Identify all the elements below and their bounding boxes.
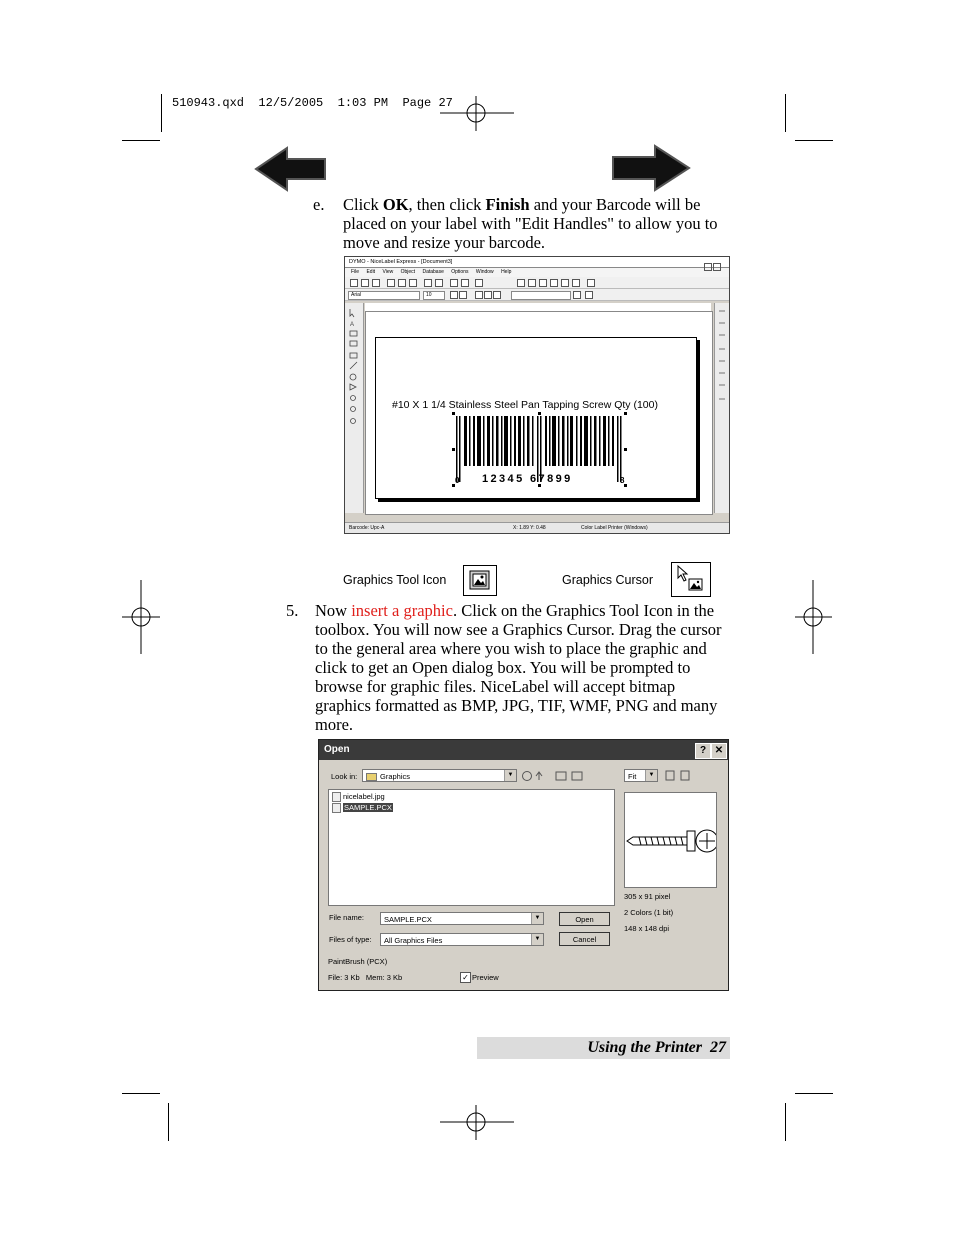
close-icon[interactable]: ✕ <box>711 743 727 759</box>
barcode-3-icon[interactable] <box>539 279 547 287</box>
graphics-tool-icon-label: Graphics Tool Icon <box>343 573 447 587</box>
new-icon[interactable] <box>350 279 358 287</box>
preview-checkbox[interactable]: ✓ <box>460 972 471 983</box>
graphics-tool-small-icon <box>350 341 357 346</box>
barcode-icon[interactable] <box>517 279 525 287</box>
copy-icon[interactable] <box>398 279 406 287</box>
ellipse-tool-icon <box>350 374 356 380</box>
screw-preview-image <box>625 793 716 887</box>
file-name-label: File name: <box>329 913 365 922</box>
file-list[interactable] <box>328 789 615 906</box>
step-e-text: Click OK, then click Finish and your Barcode will be placed on your label with "Edit Handles" to allow you to move and resize your barcode. <box>343 195 718 252</box>
dialog-title: Open <box>319 740 728 760</box>
look-in-select[interactable]: Graphics ▼ <box>362 769 517 782</box>
cut-icon[interactable] <box>387 279 395 287</box>
menu-view[interactable]: View <box>382 269 394 275</box>
window-controls[interactable] <box>703 258 727 266</box>
barcode-tool-icon <box>350 331 357 336</box>
align-left-icon[interactable] <box>475 291 483 299</box>
graphics-tool-icon[interactable] <box>463 565 497 596</box>
preview-dpi: 148 x 148 dpi <box>624 924 670 933</box>
graphics-cursor-label: Graphics Cursor <box>562 573 653 587</box>
rectangle-tool-icon <box>350 353 357 358</box>
align-center-icon[interactable] <box>484 291 492 299</box>
font-name-select[interactable]: Arial <box>348 291 420 300</box>
slug-line: 510943.qxd 12/5/2005 1:03 PM Page 27 <box>172 96 453 110</box>
barcode-right-digit: 8 <box>620 476 625 485</box>
undo-icon[interactable] <box>424 279 432 287</box>
font-size-select[interactable]: 10 <box>423 291 445 300</box>
fill-tool-icon <box>350 384 356 390</box>
redo-icon[interactable] <box>435 279 443 287</box>
footer-band <box>477 1037 730 1059</box>
file-type-label: Files of type: <box>329 935 372 944</box>
barcode-2-icon[interactable] <box>528 279 536 287</box>
window-title: DYMO - NiceLabel Express - [Document3] <box>345 257 729 268</box>
new-folder-icon <box>556 772 566 780</box>
nav-toolbar-icons[interactable] <box>521 769 593 783</box>
file-format-info: PaintBrush (PCX) <box>328 957 388 966</box>
zoom-preview-icon <box>681 771 689 780</box>
barcode-left-digit: 0 <box>455 476 460 485</box>
help-button-icon[interactable]: ? <box>695 743 711 759</box>
barcode-4-icon[interactable] <box>550 279 558 287</box>
preview-dimensions: 305 x 91 pixel <box>624 892 671 901</box>
list-item[interactable]: nicelabel.jpg <box>332 792 385 802</box>
open-button[interactable]: Open <box>559 912 610 926</box>
help-icon[interactable] <box>587 279 595 287</box>
file-type-select[interactable]: All Graphics Files ▼ <box>380 933 544 946</box>
file-name-field[interactable]: SAMPLE.PCX ▼ <box>380 912 544 925</box>
file-size-info: File: 3 Kb Mem: 3 Kb <box>328 973 403 982</box>
file-icon <box>332 803 341 813</box>
preview-tools-icons[interactable] <box>665 770 693 782</box>
file-icon <box>332 792 341 802</box>
variable-select[interactable] <box>511 291 571 300</box>
pointer-tool-icon <box>350 309 354 317</box>
insert-graphic-link[interactable]: insert a graphic <box>351 601 453 620</box>
label-area[interactable] <box>375 337 697 499</box>
up-folder-icon <box>536 772 542 780</box>
rotate-tool-icon <box>351 396 356 401</box>
page-number: 27 <box>710 1039 726 1056</box>
step-5-text: Now insert a graphic. Click on the Graphics Tool Icon in the toolbox. You will now see a Graphics Cursor. Drag the cursor to the general area where you wish to place the graphic and click to get an Open dialog box. You will be prompted to browse for graphic files. NiceLabel will accept bitmap graphics formatted as BMP, JPG, TIF, WMF, PNG and many more. <box>315 601 722 734</box>
function-icon[interactable] <box>585 291 593 299</box>
chevron-down-icon: ▼ <box>531 934 543 945</box>
zoom-icon[interactable] <box>475 279 483 287</box>
menu-window[interactable]: Window <box>475 269 494 275</box>
chevron-down-icon: ▼ <box>531 913 543 924</box>
cancel-button[interactable]: Cancel <box>559 932 610 946</box>
format-toolbar <box>345 289 729 301</box>
label-text-object[interactable]: #10 X 1 1/4 Stainless Steel Pan Tapping Screw Qty (100) <box>392 399 658 411</box>
footer-section: Using the Printer <box>587 1039 702 1056</box>
chevron-down-icon: ▼ <box>504 770 516 781</box>
back-icon <box>523 772 532 781</box>
preview-colors: 2 Colors (1 bit) <box>624 908 674 917</box>
menu-edit[interactable]: Edit <box>366 269 376 275</box>
chevron-down-icon: ▼ <box>645 770 657 781</box>
svg-text:A: A <box>350 322 355 328</box>
standard-toolbar <box>345 277 729 289</box>
preview-icon <box>666 771 674 780</box>
zoom-in-tool-icon <box>351 407 356 412</box>
menu-database[interactable]: Database <box>422 269 444 275</box>
forward-arrow-icon[interactable] <box>611 144 691 192</box>
footer <box>587 1039 726 1057</box>
alignment-icons[interactable] <box>715 303 729 513</box>
open-dialog <box>318 739 729 991</box>
fit-select[interactable]: Fit ▼ <box>624 769 658 782</box>
save-icon[interactable] <box>372 279 380 287</box>
line-tool-icon <box>350 362 357 369</box>
open-icon[interactable] <box>361 279 369 287</box>
menu-file[interactable]: File <box>351 269 360 275</box>
right-toolbar <box>714 303 729 513</box>
print-preview-icon[interactable] <box>461 279 469 287</box>
nicelabel-window <box>344 256 730 534</box>
toolbox <box>345 303 364 513</box>
back-arrow-icon[interactable] <box>254 146 328 192</box>
look-in-label: Look in: <box>331 772 358 781</box>
barcode-main-digits: 12345 67899 <box>482 473 573 485</box>
list-item-selected[interactable]: SAMPLE.PCX <box>332 803 393 813</box>
barcode-5-icon[interactable] <box>561 279 569 287</box>
status-bar <box>345 522 729 533</box>
variable-icon[interactable] <box>573 291 581 299</box>
folder-icon <box>366 773 377 781</box>
view-menu-icon <box>572 772 582 780</box>
paste-icon[interactable] <box>409 279 417 287</box>
menu-help[interactable]: Help <box>501 269 512 275</box>
toolbox-icons[interactable] <box>345 303 363 513</box>
status-coords: X: 1.89 Y: 0.48 <box>513 525 546 531</box>
preview-pane <box>624 792 717 888</box>
bold-icon[interactable] <box>450 291 458 299</box>
step-5-marker: 5. <box>286 601 299 620</box>
italic-icon[interactable] <box>459 291 467 299</box>
status-object: Barcode: Upc-A <box>349 525 385 531</box>
print-icon[interactable] <box>450 279 458 287</box>
zoom-out-tool-icon <box>351 419 356 424</box>
menu-options[interactable]: Options <box>451 269 469 275</box>
preview-checkbox-label: Preview <box>472 973 499 982</box>
graphics-cursor-icon <box>671 562 711 597</box>
menu-object[interactable]: Object <box>400 269 416 275</box>
step-e-marker: e. <box>313 195 325 214</box>
menu-bar <box>345 268 729 277</box>
status-printer: Color Label Printer (Windows) <box>581 525 648 531</box>
barcode-6-icon[interactable] <box>572 279 580 287</box>
align-right-icon[interactable] <box>493 291 501 299</box>
